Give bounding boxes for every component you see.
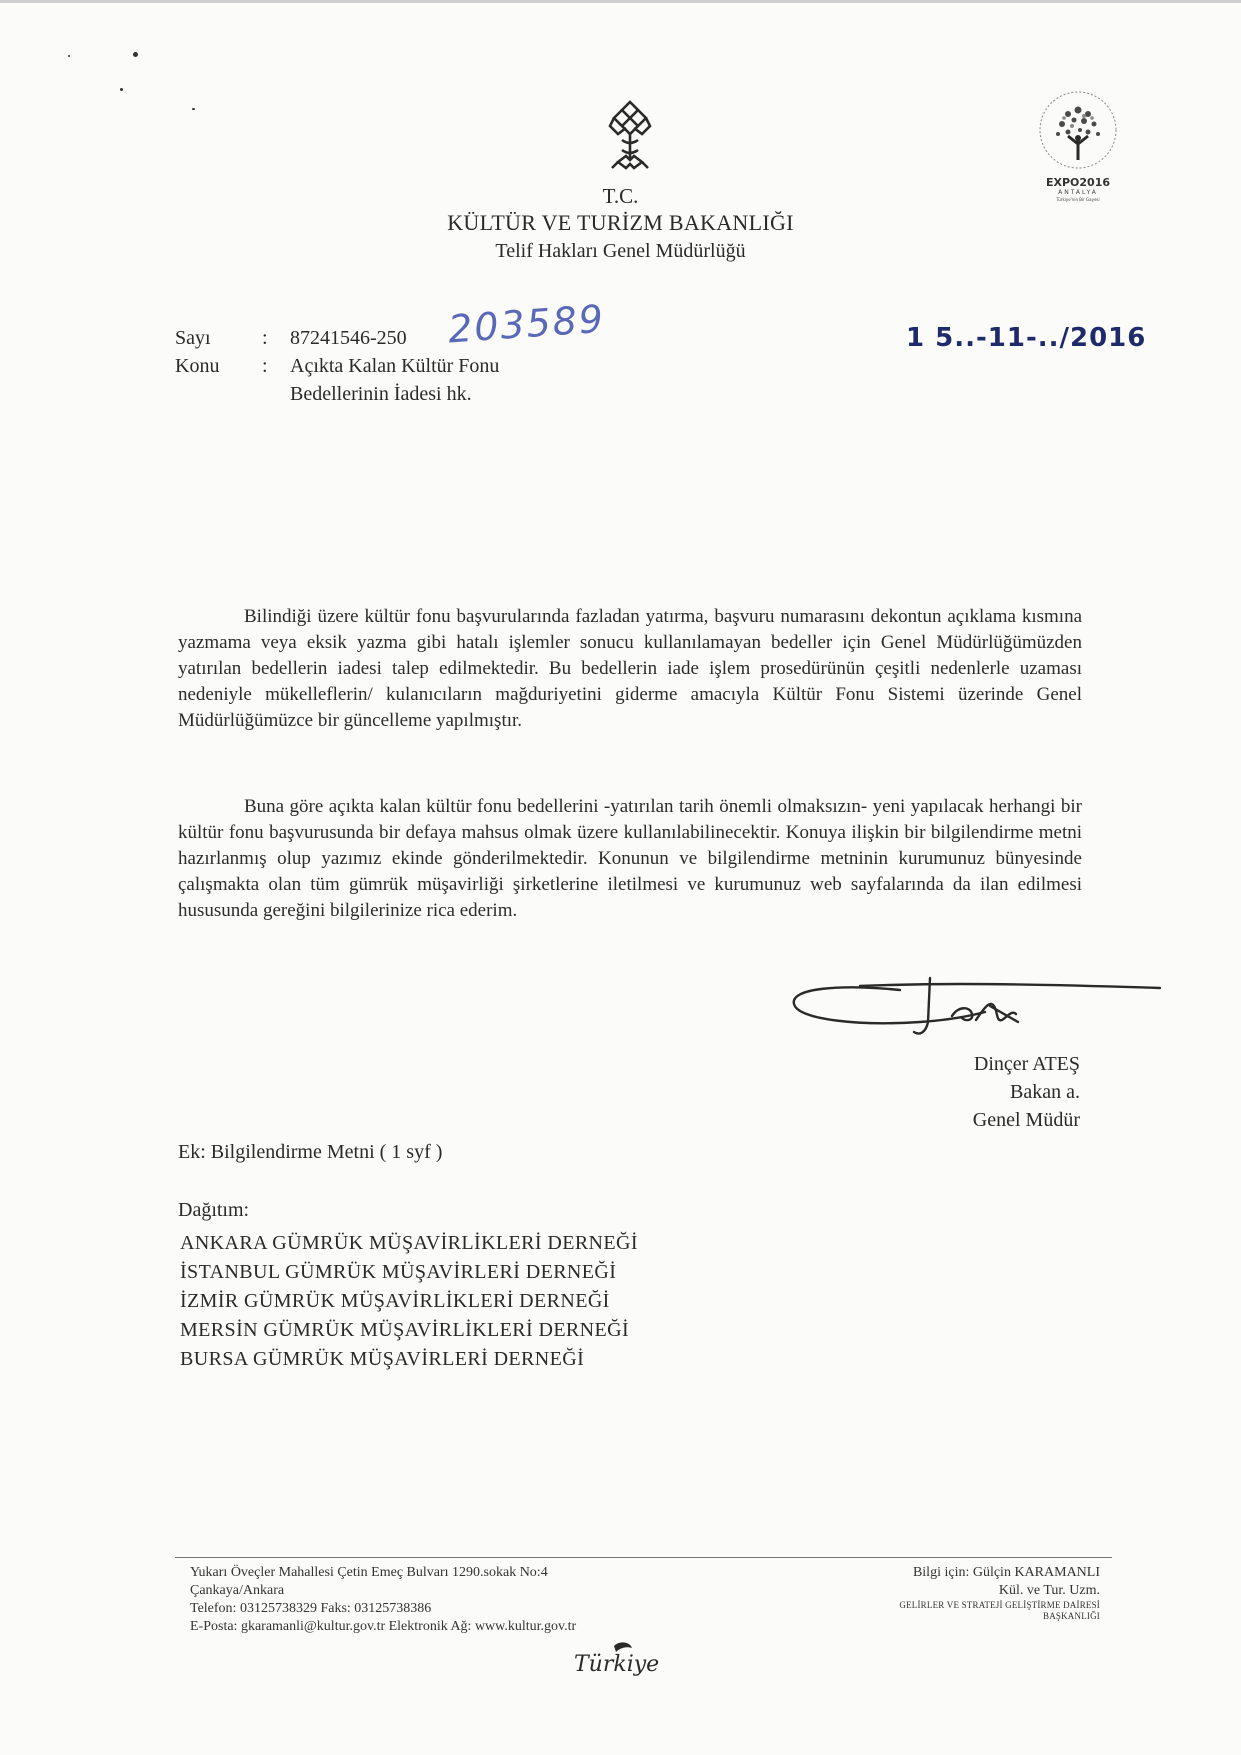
sayi-label: Sayı: [175, 327, 211, 349]
konu-label: Konu: [175, 355, 220, 377]
konu-colon: :: [262, 355, 268, 377]
body-paragraph-1: [178, 604, 1082, 734]
footer-divider: [175, 1557, 1112, 1558]
header-ministry: KÜLTÜR VE TURİZM BAKANLIĞI: [447, 210, 794, 235]
signer-title-1: Bakan a.: [1010, 1081, 1080, 1103]
turkiye-logo: [560, 1640, 690, 1690]
signer-name: Dinçer ATEŞ: [973, 1053, 1080, 1075]
sayi-value: 87241546-250: [290, 327, 407, 349]
distribution-item: İSTANBUL GÜMRÜK MÜŞAVİRLERİ DERNEĞİ: [180, 1261, 617, 1283]
handwritten-signature: [780, 970, 1180, 1060]
header-tc: T.C.: [602, 184, 639, 208]
footer-info-dept-2: BAŞKANLIĞI: [1043, 1611, 1100, 1621]
date-stamp: 1 5..-11-../2016: [906, 323, 1147, 353]
turkiye-wordmark: Türkiye: [574, 1652, 660, 1677]
expo-title: EXPO2016: [1045, 176, 1111, 189]
scan-speck: [68, 55, 70, 57]
footer-info-title: Kül. ve Tur. Uzm.: [998, 1583, 1100, 1598]
body-paragraph-2: [178, 794, 1082, 924]
scan-speck: [120, 88, 123, 91]
footer-address-2: Çankaya/Ankara: [190, 1583, 285, 1598]
footer-address-block: [190, 1564, 576, 1636]
paragraph-1-text: Bilindiği üzere kültür fonu başvurularında fazladan yatırma, başvuru numarasını dekontun açıklama kısmına yazmama veya eksik yazma gibi hatalı işlemler sonucu kullanılamayan bedeller için Genel Müdürlüğümüzden yatırılan bedellerin iadesi talep edilmektedir. Bu bedellerin iade işlem prosedürünün çeşitli nedenlerle uzaması nedeniyle mükelleflerin/ kulanıcıların mağduriyetini giderme amacıyla Kültür Fonu Sistemi üzerinde Genel Müdürlüğümüzce bir güncelleme yapılmıştır.: [178, 606, 1082, 731]
distribution-item: ANKARA GÜMRÜK MÜŞAVİRLİKLERİ DERNEĞİ: [180, 1232, 638, 1254]
distribution-title: Dağıtım:: [178, 1199, 250, 1221]
distribution-list: [180, 1229, 638, 1374]
expo-tagline: Türkiye'nin Bir Gayesi: [1056, 197, 1100, 202]
distribution-item: MERSİN GÜMRÜK MÜŞAVİRLİKLERİ DERNEĞİ: [180, 1319, 630, 1341]
distribution-item: İZMİR GÜMRÜK MÜŞAVİRLİKLERİ DERNEĞİ: [180, 1290, 610, 1312]
footer-phone: Telefon: 03125738329 Faks: 03125738386: [190, 1601, 432, 1616]
scan-speck: [192, 108, 195, 110]
attachment-line: Ek: Bilgilendirme Metni ( 1 syf ): [178, 1141, 443, 1163]
scan-top-edge: [0, 0, 1241, 3]
ministry-emblem-icon: [600, 98, 660, 178]
footer-address-1: Yukarı Öveçler Mahallesi Çetin Emeç Bulvarı 1290.sokak No:4: [190, 1565, 548, 1580]
expo-2016-logo: [1028, 88, 1128, 206]
footer-contact-block: [780, 1564, 1100, 1622]
expo-tree-icon: [1028, 88, 1128, 172]
konu-line-1: Açıkta Kalan Kültür Fonu: [290, 355, 500, 377]
sayi-colon: :: [262, 327, 268, 349]
distribution-item: BURSA GÜMRÜK MÜŞAVİRLERİ DERNEĞİ: [180, 1348, 585, 1370]
paragraph-2-text: Buna göre açıkta kalan kültür fonu bedellerini -yatırılan tarih önemli olmaksızın- yeni yapılacak herhangi bir kültür fonu başvurusunda bir defaya mahsus olmak üzere kullanılabilinecektir. Konuya ilişkin bir bilgilendirme metni hazırlanmış olup yazımız ekinde gönderilmektedir. Konunun ve bilgilendirme metninin kurumunuz bünyesinde çalışmakta olan tüm gümrük müşavirliği şirketlerine iletilmesi ve kurumunuz web sayfalarında da ilan edilmesi hususunda gereğini bilgilerinize rica ederim.: [178, 796, 1082, 921]
scan-speck: [133, 52, 138, 57]
expo-city: ANTALYA: [1058, 189, 1098, 196]
signer-title-2: Genel Müdür: [972, 1109, 1080, 1131]
sayi-handwritten-number: 203589: [446, 296, 607, 352]
header-directorate: Telif Hakları Genel Müdürlüğü: [495, 240, 746, 262]
footer-info-dept-1: GELİRLER VE STRATEJİ GELİŞTİRME DAİRESİ: [899, 1600, 1100, 1610]
footer-email: E-Posta: gkaramanli@kultur.gov.tr Elektronik Ağ: www.kultur.gov.tr: [190, 1619, 577, 1634]
footer-info-contact: Bilgi için: Gülçin KARAMANLI: [912, 1565, 1100, 1580]
konu-line-2: Bedellerinin İadesi hk.: [290, 383, 472, 405]
